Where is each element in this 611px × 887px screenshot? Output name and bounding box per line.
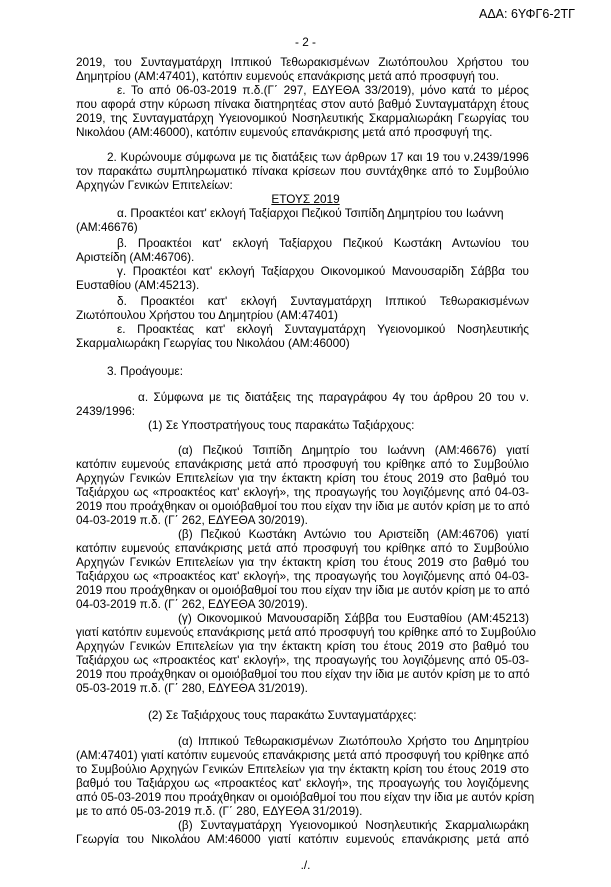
text-line: τον παρακάτω συμπληρωματικό πίνακα κρίσεων που συντάχθηκε από το Συμβούλιο <box>76 164 529 178</box>
text-line: 2. Κυρώνουμε σύμφωνα με τις διατάξεις των άρθρων 17 και 19 του ν.2439/1996 <box>107 150 529 164</box>
text-line: βαθμό του Ταξιάρχου ως «προακτέος κατ' εκλογή», της προαγωγής του λογιζόμενης <box>76 776 529 790</box>
page-number: - 2 - <box>295 35 316 49</box>
text-line: 2439/1996: <box>76 404 136 418</box>
text-line: το Συμβούλιο Αρχηγών Γενικών Επιτελείων για την έκτακτη κρίση του έτους 2019 στο <box>76 762 529 776</box>
page-footer-mark: ./. <box>300 858 311 872</box>
text-line: κατόπιν ευμενούς επανάκρισης μετά από προσφυγή του κρίθηκε από το Συμβούλιο <box>76 457 529 471</box>
text-line: 2019 που προάχθηκαν οι ομοιόβαθμοί του που είχαν την ίδια με αυτόν κρίση με το από <box>76 667 530 681</box>
text-line: ε. Προακτέας κατ' εκλογή Συνταγματάρχη Υγειονομικού Νοσηλευτικής <box>117 322 529 336</box>
text-line: Αρχηγών Γενικών Επιτελείων για την έκτακτη κρίση του έτους 2019 στο βαθμό του <box>76 555 529 569</box>
text-line: 04-03-2019 π.δ. (Γ΄ 262, ΕΔΥΕΘΑ 30/2019). <box>76 513 308 527</box>
text-line: Γεωργία του Νικολάου ΑΜ:46000 γιατί κατόπιν ευμενούς επανάκρισης μετά από <box>76 832 529 846</box>
text-line: (ΑΜ:47401) γιατί κατόπιν ευμενούς επανάκρισης μετά από προσφυγή του κρίθηκε από <box>76 748 529 762</box>
section-heading: ΕΤΟΥΣ 2019 <box>271 192 340 206</box>
text-line: (2) Σε Ταξιάρχους τους παρακάτω Συνταγματάρχες: <box>148 708 417 722</box>
text-line: γιατί κατόπιν ευμενούς επανάκρισης μετά από προσφυγή του κρίθηκε από το Συμβούλιο <box>76 625 536 639</box>
text-line: Ζιωτόπουλου Χρήστου του Δημητρίου (ΑΜ:47401) <box>76 308 338 322</box>
text-line: Σκαρμαλιωράκη Γεωργίας του Νικολάου (ΑΜ:46000) <box>76 336 350 350</box>
text-line: Αρχηγών Γενικών Επιτελείων: <box>76 178 233 192</box>
text-line: Ταξιάρχου ως «προακτέος κατ' εκλογή», της προαγωγής του λογιζόμενης από 04-03- <box>76 569 529 583</box>
text-line: 2019 που προάχθηκαν οι ομοιόβαθμοί του που είχαν την ίδια με αυτόν κρίση με το από <box>76 583 530 597</box>
text-line: δ. Προακτέοι κατ' εκλογή Συνταγματάρχη Ιππικού Τεθωρακισμένων <box>117 294 529 308</box>
text-line: α. Σύμφωνα με τις διατάξεις της παραγράφου 4γ του άρθρου 20 του ν. <box>138 390 529 404</box>
text-line: 2019 που προάχθηκαν οι ομοιόβαθμοί του που είχαν την ίδια με αυτόν κρίση με το από <box>76 499 530 513</box>
text-line: 3. Προάγουμε: <box>107 364 183 378</box>
text-line: που αφορά στην κύρωση πίνακα διατηρητέας στον αυτό βαθμό Συνταγματάρχη έτους <box>76 97 529 111</box>
text-line: (β) Συνταγματάρχη Υγειονομικού Νοσηλευτικής Σκαρμαλιωράκη <box>178 818 529 832</box>
text-line: Νικολάου (ΑΜ:46000), κατόπιν ευμενούς επανάκρισης μετά από προσφυγή της. <box>76 125 493 139</box>
text-line: Αρχηγών Γενικών Επιτελείων για την έκτακτη κρίση του έτους 2019 στο βαθμό του <box>76 471 529 485</box>
text-line: με το από 05-03-2019 π.δ. (Γ΄ 280, ΕΔΥΕΘΑ 31/2019). <box>76 804 363 818</box>
text-line: από 05-03-2019 που προάχθηκαν οι ομοιόβαθμοί του που είχαν την ίδια με αυτόν κρίση <box>76 790 535 804</box>
text-line: (α) Πεζικού Τσιπίδη Δημητρίο του Ιωάννη (ΑΜ:46676) γιατί <box>178 443 529 457</box>
text-line: Αριστείδη (ΑΜ:46706). <box>76 250 195 264</box>
text-line: Ταξιάρχου ως «προακτέος κατ' εκλογή», της προαγωγής του λογιζόμενης από 04-03- <box>76 485 529 499</box>
text-line: 04-03-2019 π.δ. (Γ΄ 262, ΕΔΥΕΘΑ 30/2019). <box>76 597 308 611</box>
text-line: γ. Προακτέοι κατ' εκλογή Ταξίαρχου Οικονομικού Μανουσαρίδη Σάββα του <box>117 264 529 278</box>
text-line: 05-03-2019 π.δ. (Γ΄ 280, ΕΔΥΕΘΑ 31/2019). <box>76 681 308 695</box>
text-line: ε. Το από 06-03-2019 π.δ.(Γ΄ 297, ΕΔΥΕΘΑ 33/2019), μόνο κατά το μέρος <box>117 83 529 97</box>
text-line: β. Προακτέοι κατ' εκλογή Ταξίαρχου Πεζικού Κωστάκη Αντωνίου του <box>117 236 529 250</box>
text-line: Αρχηγών Γενικών Επιτελείων για την έκτακτη κρίση του έτους 2019 στο βαθμό του <box>76 639 529 653</box>
text-line: (ΑΜ:46676) <box>76 220 138 234</box>
text-line: Ταξιάρχου ως «προακτέος κατ' εκλογή», της προαγωγής του λογιζόμενης από 05-03- <box>76 653 529 667</box>
text-line: α. Προακτέοι κατ' εκλογή Ταξίαρχοι Πεζικού Τσιπίδη Δημητρίου του Ιωάννη <box>117 206 504 220</box>
text-line: (α) Ιππικού Τεθωρακισμένων Ζιωτόπουλο Χρήστο του Δημητρίου <box>178 734 529 748</box>
text-line: 2019, του Συνταγματάρχη Ιππικού Τεθωρακισμένων Ζιωτόπουλου Χρήστου του <box>76 55 529 69</box>
text-line: 2019, της Συνταγματάρχη Υγειονομικού Νοσηλευτικής Σκαρμαλιωράκη Γεωργίας του <box>76 111 529 125</box>
text-line: (β) Πεζικού Κωστάκη Αντώνιο του Αριστείδη (ΑΜ:46706) γιατί <box>178 527 529 541</box>
text-line: Δημητρίου (ΑΜ:47401), κατόπιν ευμενούς επανάκρισης μετά από προσφυγή του. <box>76 69 500 83</box>
text-line: (γ) Οικονομικού Μανουσαρίδη Σάββα του Ευσταθίου (ΑΜ:45213) <box>178 611 529 625</box>
ada-code: ΑΔΑ: 6ΥΦΓ6-2ΤΓ <box>478 7 575 21</box>
text-line: (1) Σε Υποστρατήγους τους παρακάτω Ταξιάρχους: <box>148 418 415 432</box>
text-line: Ευσταθίου (ΑΜ:45213). <box>76 278 200 292</box>
text-line: κατόπιν ευμενούς επανάκρισης μετά από προσφυγή του κρίθηκε από το Συμβούλιο <box>76 541 529 555</box>
